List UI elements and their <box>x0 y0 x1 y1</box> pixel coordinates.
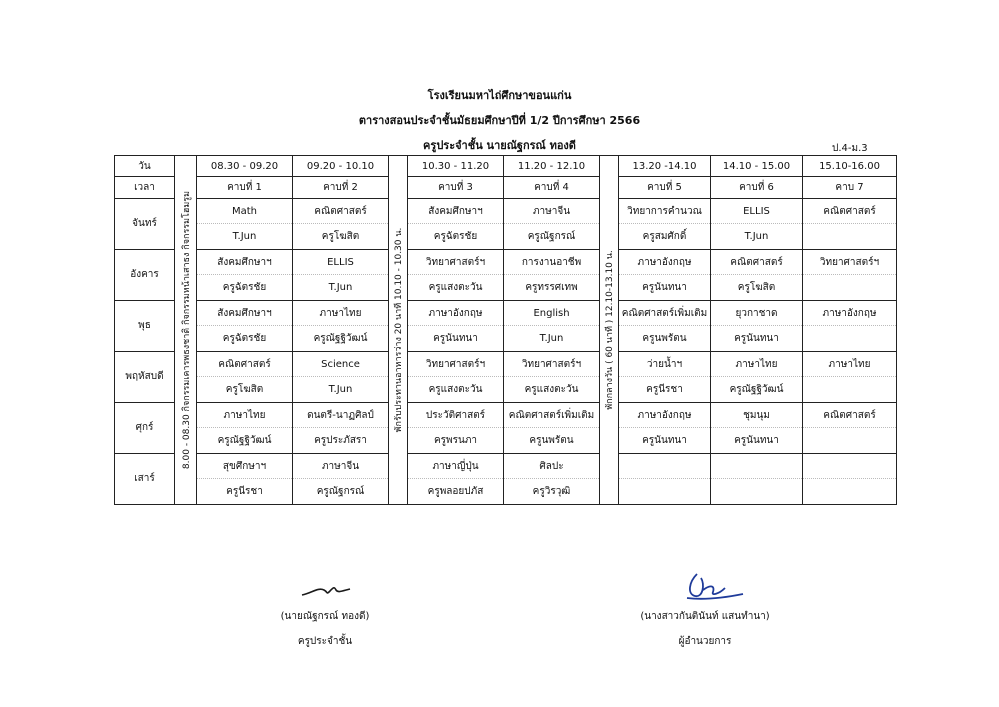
teacher-cell: ครูโฆสิต <box>197 377 293 403</box>
morning-activity-text: 8.00 - 08.30 กิจกรรมเคารพธงชาติ กิจกรรมหน้าเสาธง กิจกรรมโฮมรูม <box>181 190 192 470</box>
day-name: พุธ <box>115 300 175 351</box>
schedule-title: ตารางสอนประจำชั้นมัธยมศึกษาปีที่ 1/2 ปีการศึกษา 2566 <box>358 114 641 127</box>
teacher-cell <box>619 479 711 505</box>
subject-cell: วิทยาศาสตร์ฯ <box>408 351 504 377</box>
subject-cell: ภาษาไทย <box>197 402 293 428</box>
period-header: คาบที่ 4 <box>504 177 600 198</box>
time-header: 10.30 - 11.20 <box>408 156 504 177</box>
period-header: คาบที่ 6 <box>711 177 803 198</box>
time-header: 15.10-16.00 <box>803 156 897 177</box>
teacher-cell: ครูณัฐฐิวัฒน์ <box>197 428 293 454</box>
teacher-cell <box>803 224 897 250</box>
director-name: (นางสาวกันตินันท์ แสนทำนา) <box>640 611 770 622</box>
time-label: เวลา <box>115 177 175 198</box>
teacher-cell: ครูพลอยปภัส <box>408 479 504 505</box>
teacher-cell: ครูพรนภา <box>408 428 504 454</box>
teacher-cell: ครูประภัสรา <box>293 428 389 454</box>
subject-cell <box>619 453 711 479</box>
teacher-cell: ครูนีรชา <box>197 479 293 505</box>
subject-cell: ชุมนุม <box>711 402 803 428</box>
teacher-cell: ครูทรรศเทพ <box>504 275 600 301</box>
subject-cell: ดนตรี-นาฏศิลป์ <box>293 402 389 428</box>
day-name: จันทร์ <box>115 198 175 249</box>
period-header: คาบที่ 2 <box>293 177 389 198</box>
teacher-cell: ครูโฆสิต <box>711 275 803 301</box>
class-code: ป.4-ม.3 <box>832 143 868 154</box>
teacher-cell <box>803 479 897 505</box>
teacher-cell: ครูนันทนา <box>711 326 803 352</box>
subject-cell: คณิตศาสตร์เพิ่มเติม <box>619 300 711 326</box>
teacher-cell: T.Jun <box>293 275 389 301</box>
teacher-cell: ครูฉัตรชัย <box>197 326 293 352</box>
subject-cell: วิทยาการคำนวณ <box>619 198 711 224</box>
subject-cell: ภาษาไทย <box>711 351 803 377</box>
timetable <box>114 155 897 505</box>
day-name: พฤหัสบดี <box>115 351 175 402</box>
day-name: เสาร์ <box>115 453 175 504</box>
subject-cell: ภาษาไทย <box>293 300 389 326</box>
teacher-cell: ครูนีรชา <box>619 377 711 403</box>
subject-cell: ELLIS <box>293 249 389 275</box>
subject-cell: Science <box>293 351 389 377</box>
subject-cell: ศิลปะ <box>504 453 600 479</box>
period-header: คาบที่ 1 <box>197 177 293 198</box>
teacher-cell <box>711 479 803 505</box>
teacher-cell: ครูณัฐกรณ์ <box>504 224 600 250</box>
lunch-break-text: พักกลางวัน ( 60 นาที ) 12.10-13.10 น. <box>605 250 615 410</box>
homeroom-teacher: ครูประจำชั้น นายณัฐกรณ์ ทองดี <box>423 139 576 152</box>
period-header: คาบที่ 5 <box>619 177 711 198</box>
day-name: อังคาร <box>115 249 175 300</box>
director-signature <box>683 570 747 604</box>
teacher-cell: T.Jun <box>197 224 293 250</box>
teacher-cell: T.Jun <box>504 326 600 352</box>
time-header: 13.20 -14.10 <box>619 156 711 177</box>
teacher-cell: ครูสมศักดิ์ <box>619 224 711 250</box>
subject-cell: คณิตศาสตร์ <box>803 198 897 224</box>
lunch-break-column <box>600 156 619 505</box>
subject-cell: การงานอาชีพ <box>504 249 600 275</box>
subject-cell: คณิตศาสตร์ <box>293 198 389 224</box>
homeroom-teacher-signature <box>300 578 360 600</box>
subject-cell: สังคมศึกษาฯ <box>408 198 504 224</box>
subject-cell: ยุวกาชาด <box>711 300 803 326</box>
teacher-cell <box>803 275 897 301</box>
time-header: 11.20 - 12.10 <box>504 156 600 177</box>
time-header: 14.10 - 15.00 <box>711 156 803 177</box>
snack-break-text: พักรับประทานอาหารว่าง 20 นาที 10.10 - 10.30 น. <box>394 227 404 433</box>
subject-cell: คณิตศาสตร์ <box>197 351 293 377</box>
teacher-cell: ครูณัฐฐิวัฒน์ <box>293 326 389 352</box>
subject-cell: สังคมศึกษาฯ <box>197 249 293 275</box>
morning-activity-column <box>175 156 197 505</box>
homeroom-teacher-name: (นายณัฐกรณ์ ทองดี) <box>280 611 370 622</box>
director-title: ผู้อำนวยการ <box>678 636 732 647</box>
snack-break-column <box>389 156 408 505</box>
subject-cell: วิทยาศาสตร์ฯ <box>408 249 504 275</box>
subject-cell: คณิตศาสตร์ <box>803 402 897 428</box>
subject-cell: ELLIS <box>711 198 803 224</box>
time-header: 08.30 - 09.20 <box>197 156 293 177</box>
subject-cell: ภาษาจีน <box>504 198 600 224</box>
subject-cell <box>711 453 803 479</box>
subject-cell: วิทยาศาสตร์ฯ <box>504 351 600 377</box>
subject-cell: สังคมศึกษาฯ <box>197 300 293 326</box>
teacher-cell: ครูนันทนา <box>408 326 504 352</box>
time-header: 09.20 - 10.10 <box>293 156 389 177</box>
teacher-cell: ครูนพรัตน <box>619 326 711 352</box>
subject-cell: English <box>504 300 600 326</box>
day-header: วัน <box>115 156 175 177</box>
teacher-cell: T.Jun <box>293 377 389 403</box>
teacher-cell <box>803 428 897 454</box>
subject-cell: ภาษาจีน <box>293 453 389 479</box>
subject-cell: ภาษาญี่ปุ่น <box>408 453 504 479</box>
day-name: ศุกร์ <box>115 402 175 453</box>
subject-cell: คณิตศาสตร์เพิ่มเติม <box>504 402 600 428</box>
subject-cell: คณิตศาสตร์ <box>711 249 803 275</box>
period-header: คาบที่ 3 <box>408 177 504 198</box>
subject-cell: Math <box>197 198 293 224</box>
teacher-cell: ครูโฆสิต <box>293 224 389 250</box>
subject-cell: ภาษาอังกฤษ <box>408 300 504 326</box>
subject-cell: ประวัติศาสตร์ <box>408 402 504 428</box>
teacher-cell: ครูแสงตะวัน <box>408 275 504 301</box>
teacher-cell: ครูแสงตะวัน <box>504 377 600 403</box>
teacher-cell <box>803 326 897 352</box>
teacher-cell: ครูฉัตรชัย <box>197 275 293 301</box>
teacher-cell: T.Jun <box>711 224 803 250</box>
teacher-cell: ครูวิรวุฒิ <box>504 479 600 505</box>
subject-cell <box>803 453 897 479</box>
subject-cell: ว่ายน้ำฯ <box>619 351 711 377</box>
subject-cell: ภาษาอังกฤษ <box>803 300 897 326</box>
homeroom-teacher-title: ครูประจำชั้น <box>297 636 353 647</box>
teacher-cell: ครูแสงตะวัน <box>408 377 504 403</box>
period-header: คาบ 7 <box>803 177 897 198</box>
subject-cell: ภาษาไทย <box>803 351 897 377</box>
subject-cell: สุขศึกษาฯ <box>197 453 293 479</box>
subject-cell: วิทยาศาสตร์ฯ <box>803 249 897 275</box>
teacher-cell: ครูณัฐกรณ์ <box>293 479 389 505</box>
teacher-cell: ครูณัฐฐิวัฒน์ <box>711 377 803 403</box>
teacher-cell: ครูนันทนา <box>619 275 711 301</box>
teacher-cell: ครูนพรัตน <box>504 428 600 454</box>
teacher-cell: ครูฉัตรชัย <box>408 224 504 250</box>
teacher-cell: ครูนันทนา <box>711 428 803 454</box>
subject-cell: ภาษาอังกฤษ <box>619 249 711 275</box>
school-name: โรงเรียนมหาไถ่ศึกษาขอนแก่น <box>427 89 572 102</box>
teacher-cell: ครูนันทนา <box>619 428 711 454</box>
teacher-cell <box>803 377 897 403</box>
subject-cell: ภาษาอังกฤษ <box>619 402 711 428</box>
